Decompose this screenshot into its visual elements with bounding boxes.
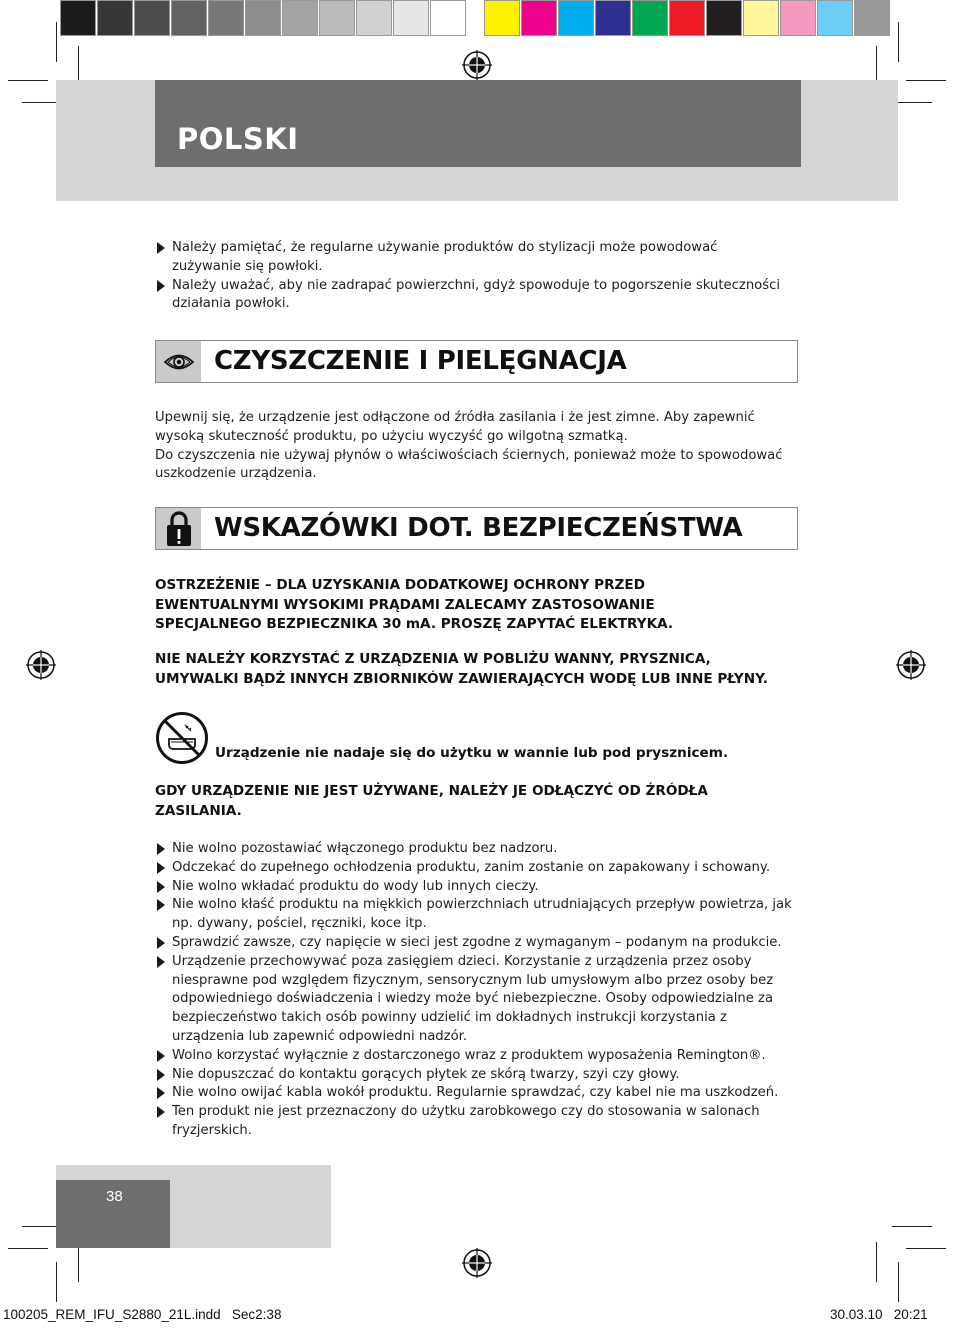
bullet-arrow-icon [157, 843, 165, 855]
color-swatch [521, 0, 557, 36]
bullet-arrow-icon [157, 899, 165, 911]
page-number-box [56, 1180, 170, 1248]
color-swatch [134, 0, 170, 36]
bullet-arrow-icon [157, 881, 165, 893]
bullet-arrow-icon [157, 1050, 165, 1062]
color-swatch [632, 0, 668, 36]
color-swatch [393, 0, 429, 36]
bullet-arrow-icon [157, 956, 165, 968]
list-item: Odczekać do zupełnego ochłodzenia produktu, zanim zostanie on zapakowany i schowany. [155, 859, 803, 878]
color-swatch [97, 0, 133, 36]
registration-mark-left-icon [26, 650, 56, 680]
color-swatch [780, 0, 816, 36]
warning-unplug: GDY URZĄDZENIE NIE JEST UŻYWANE, NALEŻY JE ODŁĄCZYĆ OD ŹRÓDŁA ZASILANIA. [155, 783, 708, 819]
cleaning-section-header [155, 340, 798, 383]
color-swatch [669, 0, 705, 36]
color-swatch [430, 0, 466, 36]
registration-mark-top-icon [462, 50, 492, 80]
bullet-arrow-icon [157, 937, 165, 949]
list-item: Należy uważać, aby nie zadrapać powierzchni, gdyż spowoduje to pogorszenie skuteczności działania powłoki. [155, 277, 785, 315]
color-swatch [208, 0, 244, 36]
registration-mark-right-icon [896, 650, 926, 680]
bullet-arrow-icon [157, 1106, 165, 1118]
safety-title: WSKAZÓWKI DOT. BEZPIECZEŃSTWA [214, 513, 743, 543]
page-number: 38 [106, 1188, 123, 1205]
registration-mark-bottom-icon [462, 1248, 492, 1278]
language-title: POLSKI [177, 122, 299, 156]
cleaning-paragraph-1: Upewnij się, że urządzenie jest odłączone od źródła zasilania i że jest zimne. Aby zapewnić wysoką skuteczność produktu, po użyciu wyczyść go wilgotną szmatką. [155, 410, 755, 444]
cleaning-text [155, 409, 785, 484]
warning-water: NIE NALEŻY KORZYSTAĆ Z URZĄDZENIA W POBLIŻU WANNY, PRYSZNICA, UMYWALKI BĄDŹ INNYCH ZBIORNIKÓW ZAWIERAJĄCYCH WODĘ LUB INNE PŁYNY. [155, 651, 768, 687]
color-swatch [60, 0, 96, 36]
bullet-arrow-icon [157, 280, 165, 292]
color-swatch [484, 0, 520, 36]
list-item: Nie wolno wkładać produktu do wody lub innych cieczy. [155, 878, 803, 897]
bath-note: Urządzenie nie nadaje się do użytku w wannie lub pod prysznicem. [215, 745, 729, 761]
bullet-arrow-icon [157, 242, 165, 254]
footer-file-info: 100205_REM_IFU_S2880_21L.indd Sec2:38 [3, 1307, 282, 1322]
list-item: Nie wolno pozostawiać włączonego produktu bez nadzoru. [155, 840, 803, 859]
list-item: Nie wolno owijać kabla wokół produktu. Regularnie sprawdzać, czy kabel nie ma uszkodzeń. [155, 1084, 803, 1103]
color-swatch [282, 0, 318, 36]
safety-bullet-list [155, 840, 803, 1141]
safety-section-header [155, 507, 798, 550]
cleaning-title: CZYSZCZENIE I PIELĘGNACJA [214, 346, 627, 376]
color-swatch [706, 0, 742, 36]
gray-calibration-bar [60, 0, 467, 38]
color-swatch [595, 0, 631, 36]
list-item: Należy pamiętać, że regularne używanie produktów do stylizacji może powodować zużywanie się powłoki. [155, 239, 785, 277]
color-swatch [171, 0, 207, 36]
list-item: Sprawdzić zawsze, czy napięcie w sieci jest zgodne z wymaganym – podanym na produkcie. [155, 934, 803, 953]
list-item: Urządzenie przechowywać poza zasięgiem dzieci. Korzystanie z urządzenia przez osoby niesprawne pod względem fizycznym, sensorycznym lub umysłowym albo przez osoby bez odpowiedniego doświadczenia i wiedzy może być niebezpieczne. Osoby odpowiedzialne za bezpieczeństwo takich osób powinny udzielić im dokładnych instrukcji korzystania z urządzenia lub zapewnić odpowiedni nadzór. [155, 953, 803, 1047]
language-header [155, 80, 801, 167]
color-swatch [854, 0, 890, 36]
color-swatch [817, 0, 853, 36]
footer-date: 30.03.10 20:21 [830, 1307, 928, 1322]
color-swatch [743, 0, 779, 36]
list-item: Wolno korzystać wyłącznie z dostarczonego wraz z produktem wyposażenia Remington®. [155, 1047, 803, 1066]
bullet-arrow-icon [157, 862, 165, 874]
intro-bullet-list [155, 239, 785, 314]
cleaning-paragraph-2: Do czyszczenia nie używaj płynów o właściwościach ściernych, ponieważ może to spowodować uszkodzenie urządzenia. [155, 447, 783, 482]
list-item: Ten produkt nie jest przeznaczony do użytku zarobkowego czy do stosowania w salonach fryzjerskich. [155, 1103, 803, 1141]
bullet-arrow-icon [157, 1069, 165, 1081]
color-swatch [356, 0, 392, 36]
list-item: Nie dopuszczać do kontaktu gorących płytek ze skórą twarzy, szyi czy głowy. [155, 1066, 803, 1085]
warning-fuse: OSTRZEŻENIE – DLA UZYSKANIA DODATKOWEJ OCHRONY PRZED EWENTUALNYMI WYSOKIMI PRĄDAMI ZALECAMY ZASTOSOWANIE SPECJALNEGO BEZPIECZNIKA 30 mA. PROSZĘ ZAPYTAĆ ELEKTRYKA. [155, 577, 674, 632]
list-item: Nie wolno kłaść produktu na miękkich powierzchniach utrudniających przepływ powietrza, jak np. dywany, pościel, ręczniki, koce itp. [155, 896, 803, 934]
color-swatch [245, 0, 281, 36]
color-calibration-bar [484, 0, 891, 38]
bullet-arrow-icon [157, 1087, 165, 1099]
no-bath-icon [155, 711, 209, 765]
color-swatch [319, 0, 355, 36]
eye-icon [156, 341, 201, 382]
color-swatch [558, 0, 594, 36]
padlock-warning-icon [156, 508, 201, 549]
